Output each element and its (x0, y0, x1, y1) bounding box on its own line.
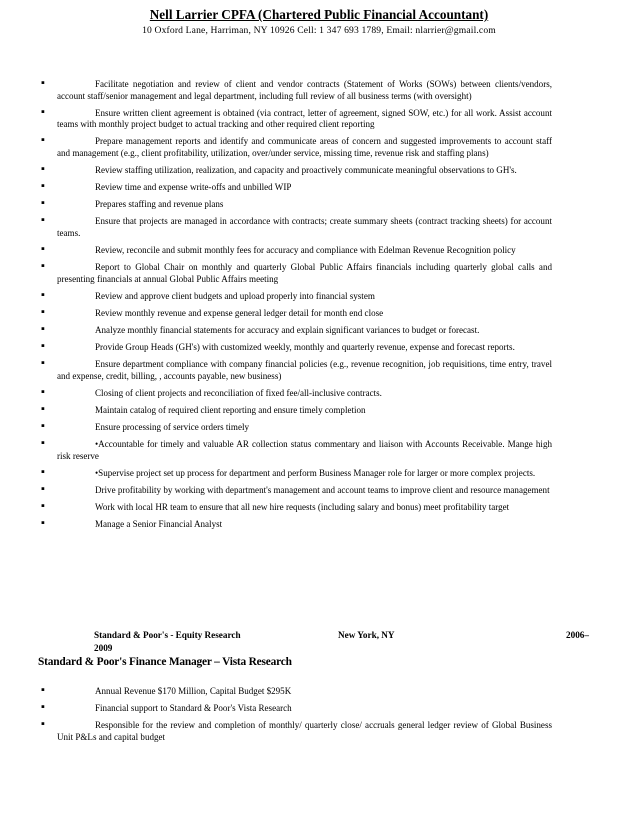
duty-text: Review time and expense write-offs and unbilled WIP (95, 182, 292, 193)
duty-item (40, 485, 552, 497)
duty-item (40, 182, 552, 194)
duties-list (40, 79, 552, 536)
job-company: Standard & Poor's - Equity Research (94, 630, 241, 640)
duty-text: Review, reconcile and submit monthly fees for accuracy and compliance with Edelman Revenue Recognition policy (95, 245, 516, 256)
duty-text: Manage a Senior Financial Analyst (95, 519, 223, 530)
duty-text: Ensure that projects are managed in accordance with contracts; create summary sheets (contract tracking sheets) for account teams. (57, 216, 552, 238)
duty-text: Work with local HR team to ensure that all new hire requests (including salary and bonus) meet profitability target (95, 502, 510, 513)
duty-item (40, 216, 552, 239)
job-date-start: 2006– (566, 630, 589, 640)
duty-item (40, 199, 552, 211)
duty-item (40, 245, 552, 257)
duty-item (40, 165, 552, 177)
duty-item (40, 422, 552, 434)
job-duties-list (40, 686, 552, 749)
duty-item (40, 342, 552, 354)
job-duty-item (40, 703, 552, 715)
duty-item (40, 359, 552, 382)
job-duty-text: Responsible for the review and completion of monthly/ quarterly close/ accruals general ledger review of Global Business Unit P&Ls and capital budget (57, 720, 552, 742)
duty-text: Ensure written client agreement is obtained (via contract, letter of agreement, signed SOW, etc.) for all work. Assist account teams with monthly project budget to actual tracking and other required client reporting (57, 107, 552, 130)
duty-text: Prepares staffing and revenue plans (95, 199, 224, 210)
duty-text: Facilitate negotiation and review of client and vendor contracts (Statement of Works (SOWs) between clients/vendors, account staff/senior management and legal department, including full review of all business terms (with oversight) (57, 79, 552, 101)
duty-text: Drive profitability by working with department's management and account teams to improve client and resource management (95, 484, 550, 495)
job-duty-item (40, 720, 552, 743)
job-duty-item (40, 686, 552, 698)
duty-text: Review monthly revenue and expense general ledger detail for month end close (95, 307, 384, 318)
duty-item (40, 79, 552, 102)
job-location: New York, NY (338, 630, 395, 640)
duty-item (40, 136, 552, 159)
duty-item (40, 502, 552, 514)
resume-name-text: Nell Larrier CPFA (Chartered Public Financial Accountant) (149, 7, 489, 22)
duty-text: Prepare management reports and identify and communicate areas of concern and suggested improvements to account staff and management (e.g., client profitability, utilization, over/under service, missing time, revenue risk and staffing plans) (57, 136, 552, 158)
duty-text: Ensure department compliance with company financial policies (e.g., revenue recognition, job requisitions, time entry, travel and expense, credit, billing, , accounts payable, new business) (57, 359, 552, 381)
duty-text: •Accountable for timely and valuable AR collection status commentary and liaison with Accounts Receivable. Mange high risk reserve (57, 439, 552, 461)
duty-item (40, 468, 552, 480)
duty-item (40, 519, 552, 531)
duty-text: Provide Group Heads (GH's) with customized weekly, monthly and quarterly revenue, expense and forecast reports. (95, 342, 515, 353)
duty-text: Analyze monthly financial statements for accuracy and explain significant variances to budget or forecast. (95, 325, 480, 335)
job-role-title: Standard & Poor's Finance Manager – Vista Research (38, 656, 292, 668)
duty-text: •Supervise project set up process for department and perform Business Manager role for larger or more complex projects. (95, 467, 536, 478)
resume-name (0, 7, 638, 23)
job-date-end: 2009 (94, 643, 113, 653)
duty-text: Report to Global Chair on monthly and quarterly Global Public Affairs financials including quarterly global calls and presenting financials at annual Global Public Affairs meeting (57, 262, 552, 284)
duty-item (40, 291, 552, 303)
duty-text: Maintain catalog of required client reporting and ensure timely completion (95, 404, 366, 415)
duty-item (40, 262, 552, 285)
duty-item (40, 388, 552, 400)
contact-line: 10 Oxford Lane, Harriman, NY 10926 Cell: 1 347 693 1789, Email: nlarrier@gmail.com (142, 25, 496, 36)
duty-text: Review and approve client budgets and upload properly into financial system (95, 290, 375, 301)
duty-item (40, 308, 552, 320)
duty-item (40, 108, 552, 131)
duty-text: Review staffing utilization, realization, and capacity and proactively communicate meaningful observations to GH's. (95, 165, 517, 176)
duty-item (40, 439, 552, 462)
job-duty-text: Annual Revenue $170 Million, Capital Budget $295K (95, 686, 292, 696)
job-duty-text: Financial support to Standard & Poor's Vista Research (95, 703, 292, 714)
duty-item (40, 405, 552, 417)
duty-item (40, 325, 552, 337)
duty-text: Ensure processing of service orders timely (95, 422, 250, 433)
duty-text: Closing of client projects and reconciliation of fixed fee/all-inclusive contracts. (95, 387, 382, 398)
